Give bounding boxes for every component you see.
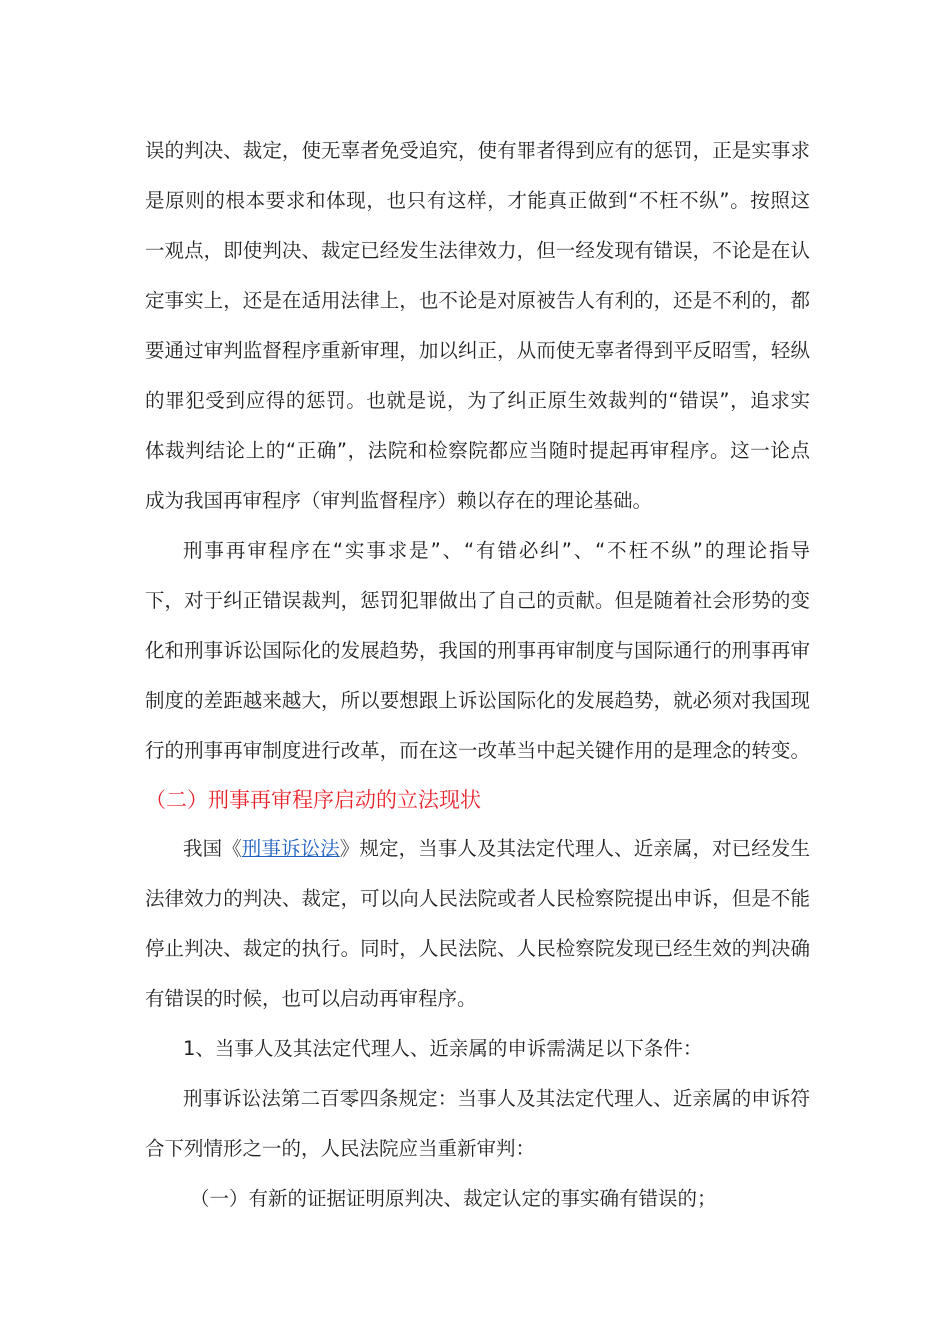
paragraph-3-line-2: 法律效力的判决、裁定，可以向人民法院或者人民检察院提出申诉，但是不能	[145, 887, 810, 910]
paragraph-5-line-2: 合下列情形之一的，人民法院应当重新审判：	[145, 1137, 536, 1160]
list-item-1: （一）有新的证据证明原判决、裁定认定的事实确有错误的；	[190, 1187, 717, 1210]
paragraph-4: 1、当事人及其法定代理人、近亲属的申诉需满足以下条件：	[183, 1037, 703, 1060]
paragraph-3-prefix: 我国《	[183, 837, 242, 860]
paragraph-5-line-1: 刑事诉讼法第二百零四条规定：当事人及其法定代理人、近亲属的申诉符	[183, 1087, 810, 1110]
paragraph-1-line-2: 是原则的根本要求和体现，也只有这样，才能真正做到“不枉不纵”。按照这	[145, 189, 810, 212]
paragraph-1-line-6: 的罪犯受到应得的惩罚。也就是说，为了纠正原生效裁判的“错误”，追求实	[145, 389, 810, 412]
paragraph-2-line-4: 制度的差距越来越大，所以要想跟上诉讼国际化的发展趋势，就必须对我国现	[145, 689, 810, 712]
paragraph-3-line-3: 停止判决、裁定的执行。同时，人民法院、人民检察院发现已经生效的判决确	[145, 937, 810, 960]
paragraph-1-line-3: 一观点，即使判决、裁定已经发生法律效力，但一经发现有错误，不论是在认	[145, 239, 810, 262]
paragraph-1-line-4: 定事实上，还是在适用法律上，也不论是对原被告人有利的，还是不利的，都	[145, 289, 810, 312]
paragraph-1-line-5: 要通过审判监督程序重新审理，加以纠正，从而使无辜者得到平反昭雪，轻纵	[145, 339, 810, 362]
paragraph-2-line-5: 行的刑事再审制度进行改革，而在这一改革当中起关键作用的是理念的转变。	[145, 739, 810, 762]
paragraph-1-line-1: 误的判决、裁定，使无辜者免受追究，使有罪者得到应有的惩罚，正是实事求	[145, 139, 810, 162]
paragraph-3-line-4: 有错误的时候，也可以启动再审程序。	[145, 987, 477, 1010]
paragraph-2-line-2: 下，对于纠正错误裁判，惩罚犯罪做出了自己的贡献。但是随着社会形势的变	[145, 589, 810, 612]
paragraph-1-line-7: 体裁判结论上的“正确”，法院和检察院都应当随时提起再审程序。这一论点	[145, 439, 810, 462]
paragraph-3-suffix: 》规定，当事人及其法定代理人、近亲属，对已经发生	[339, 837, 810, 860]
section-heading: （二）刑事再审程序启动的立法现状	[145, 788, 481, 812]
paragraph-2-line-3: 化和刑事诉讼国际化的发展趋势，我国的刑事再审制度与国际通行的刑事再审	[145, 639, 810, 662]
criminal-procedure-law-link[interactable]: 刑事诉讼法	[241, 837, 340, 860]
paragraph-1-line-8: 成为我国再审程序（审判监督程序）赖以存在的理论基础。	[145, 489, 653, 512]
paragraph-2-line-1: 刑事再审程序在“实事求是”、“有错必纠”、“不枉不纵”的理论指导	[183, 539, 810, 562]
paragraph-3-line-1	[183, 836, 810, 862]
